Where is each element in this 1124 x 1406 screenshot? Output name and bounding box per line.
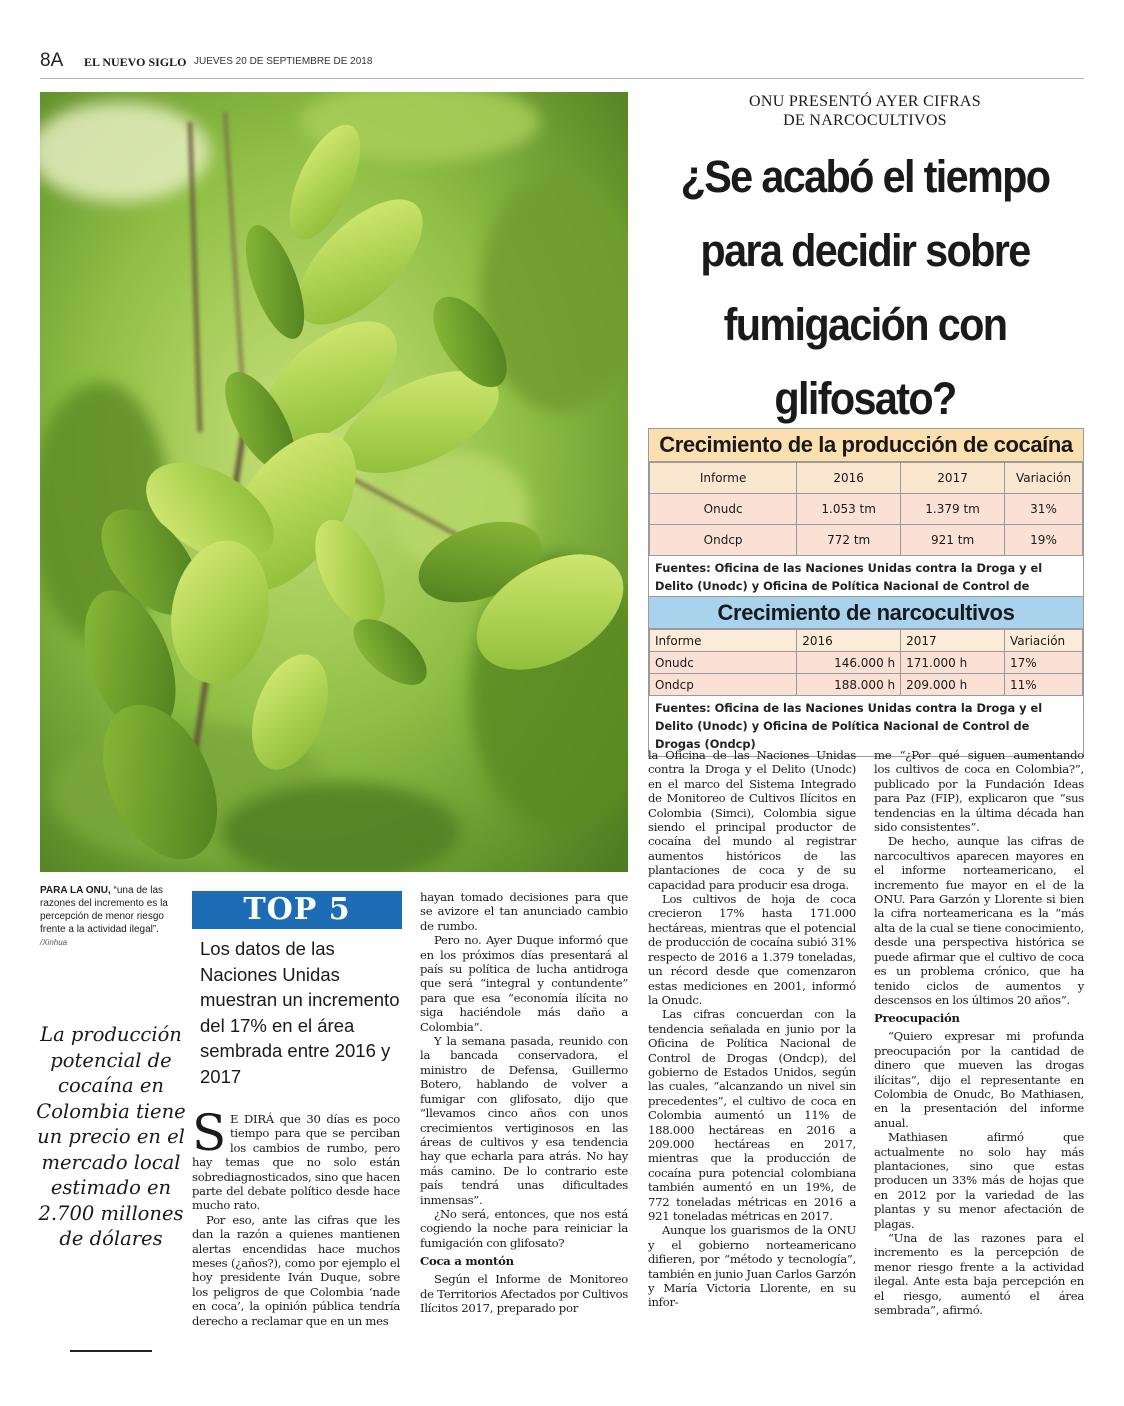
article-paragraph: “Quiero expresar mi profunda preocupación por la cantidad de dinero que mueven las drogas ilícitas”, dijo el representante en Colombia de Onudc, Bo Mathiasen, en la presentación del informe anual. <box>874 1029 1084 1130</box>
header-cell: 2017 <box>901 630 1005 652</box>
subheading: Preocupación <box>874 1011 960 1026</box>
header-cell: 2016 <box>797 463 901 494</box>
issue-date: JUEVES 20 DE SEPTIEMBRE DE 2018 <box>194 56 373 67</box>
article-paragraph: Y la semana pasada, reunido con la bancada conservadora, el ministro de Defensa, Guillermo Botero, hablando de volver a fumigar con glifosato, dijo que “llevamos cinco años con unos crecimientos vertiginosos en las áreas de cultivos y esa tendencia hay que echarla para atrás. No hay más camino. De lo contrario este país tendrá unas dificultades inmensas”. <box>420 1034 628 1207</box>
article-paragraph: Pero no. Ayer Duque informó que en los próximos días presentará al país su política de lucha antidroga que será “integral y contundente” para que esa “economía ilícita no siga haciéndole más daño a Colombia”. <box>420 933 628 1034</box>
table-cell: 209.000 h <box>901 674 1005 696</box>
drop-cap: S <box>192 1104 227 1162</box>
table-cell: Ondcp <box>650 674 797 696</box>
article-paragraph: Aunque los guarismos de la ONU y el gobierno norteamericano difieren, por “método y tecnología”, también en junio Juan Carlos Garzón y María Victoria Llorente, en su infor- <box>648 1223 856 1310</box>
table-cell: 1.053 tm <box>797 494 901 525</box>
table-source: Fuentes: Oficina de las Naciones Unidas contra la Droga y el Delito (Unodc) y Oficina de Política Nacional de Control de Drogas (Ondcp) <box>655 701 1043 751</box>
header-cell: Variación <box>1005 630 1083 652</box>
table-cell: 171.000 h <box>901 652 1005 674</box>
article-paragraph: la Oficina de las Naciones Unidas contra la Droga y el Delito (Unodc) en el marco del Sistema Integrado de Monitoreo de Cultivos Ilícitos en Colombia (Simci), Colombia sigue siendo el principal productor de cocaína del mundo al registrar aumentos históricos de las plantaciones de coca y de su capacidad para producir esa droga. <box>648 748 856 892</box>
table-row <box>650 674 1083 696</box>
table-title: Crecimiento de la producción de cocaína <box>649 429 1083 462</box>
table-cell: 1.379 tm <box>901 494 1005 525</box>
headline-line-4: glifosato? <box>774 373 956 424</box>
photo-credit: /Xinhua <box>40 938 68 947</box>
table-row <box>650 494 1083 525</box>
coca-plant-photo <box>40 92 628 872</box>
article-paragraph: me “¿Por qué siguen aumentando los cultivos de coca en Colombia?”, publicado por la Fundación Ideas para Paz (FIP), explicaron que “sus tendencias en la última década han sido consistentes”. <box>874 748 1084 835</box>
page-number: 8A <box>40 50 64 71</box>
data-table <box>649 629 1083 696</box>
table-cell: 31% <box>1005 494 1083 525</box>
article-paragraph <box>192 1104 400 1213</box>
headline <box>658 140 1072 436</box>
table-cell: 146.000 h <box>797 652 901 674</box>
headline-line-1: ¿Se acabó el tiempo <box>680 151 1050 202</box>
pull-quote-rule <box>70 1350 152 1352</box>
caption-text: “una de las razones del incremento es la percepción de menor riesgo frente a la actividad ilegal”. <box>40 885 168 935</box>
article-column-2 <box>420 890 628 1315</box>
table-cell: 772 tm <box>797 525 901 556</box>
photo-caption <box>40 884 174 949</box>
table-header-row <box>650 630 1083 652</box>
article-paragraph: De hecho, aunque las cifras de narcocultivos aparecen mayores en el informe norteamericano, el incremento fue mayor en el de la ONU. Para Garzón y Llorente si bien la cifra norteamericana es la “más alta de la cual se tiene conocimiento, desde una perspectiva histórica se puede afirmar que el cultivo de coca es un problema crónico, que ha tenido ciclos de aumentos y descensos en los últimos 20 años”. <box>874 834 1084 1007</box>
table-cell: Onudc <box>650 494 797 525</box>
newspaper-name: EL NUEVO SIGLO <box>84 55 187 69</box>
table-cell: 19% <box>1005 525 1083 556</box>
table-title: Crecimiento de narcocultivos <box>649 597 1083 629</box>
top5-text: Los datos de las Naciones Unidas muestran un incremento del 17% en el área sembrada entre 2016 y 2017 <box>200 938 400 1087</box>
kicker-line-2: DE NARCOCULTIVOS <box>783 112 947 129</box>
caption-lead: PARA LA ONU, <box>40 885 111 896</box>
table-cell: 921 tm <box>901 525 1005 556</box>
headline-line-3: fumigación con <box>723 299 1007 350</box>
article-column-3 <box>648 748 856 1310</box>
table-cell: Ondcp <box>650 525 797 556</box>
article-paragraph: Las cifras concuerdan con la tendencia señalada en junio por la Oficina de Política Nacional de Control de Drogas (Ondcp), del gobierno de Estados Unidos, según las cuales, “alcanzando un nivel sin precedentes”, el cultivo de coca en Colombia aumentó un 11% de 188.000 hectáreas en 2016 a 209.000 hectáreas en 2017, mientras que la producción de cocaína pura potencial colombiana también aumentó en un 19%, de 772 toneladas métricas en 2016 a 921 toneladas métricas en 2017. <box>648 1007 856 1223</box>
table-cell: 11% <box>1005 674 1083 696</box>
lead-caps: E DIRÁ <box>230 1112 274 1126</box>
article-paragraph: hayan tomado decisiones para que se avizore el tan anunciado cambio de rumbo. <box>420 890 628 933</box>
article-paragraph: Por eso, ante las cifras que les dan la razón a quienes mantienen alertas encendidas hace muchos meses (¿años?), como por ejemplo el hoy presidente Iván Duque, sobre los peligros de que Colombia ‘nade en coca’, la opinión pública tendría derecho a reclamar que en un mes <box>192 1212 400 1328</box>
data-table <box>649 462 1083 556</box>
article-paragraph: “Una de las razones para el incremento es la percepción de menor riesgo frente a la actividad ilegal. Ante esta baja percepción en el riesgo, aumentó el área sembrada”, afirmó. <box>874 1231 1084 1318</box>
header-cell: 2016 <box>797 630 901 652</box>
article-paragraph: Según el Informe de Monitoreo de Territorios Afectados por Cultivos Ilícitos 2017, preparado por <box>420 1272 628 1315</box>
lead-text: que 30 días es poco tiempo para que se perciban los cambios de rumbo, pero hay temas que no solo están sobrediagnosticados, sino que hacen parte del debate político desde hace mucho rato. <box>192 1112 400 1213</box>
headline-line-2: para decidir sobre <box>700 225 1030 276</box>
kicker <box>650 92 1080 130</box>
table-source: Fuentes: Oficina de las Naciones Unidas contra la Droga y el Delito (Unodc) y Oficina de Política Nacional de Control de <box>655 561 1043 593</box>
subheading: Coca a montón <box>420 1254 514 1269</box>
article-paragraph: Mathiasen afirmó que actualmente no solo hay más plantaciones, sino que estas producen un 33% más de hojas que en 2012 por la variedad de las plantas y su menor afectación de plagas. <box>874 1130 1084 1231</box>
table-row <box>650 652 1083 674</box>
table-cell: Onudc <box>650 652 797 674</box>
article-paragraph: ¿No será, entonces, que nos está cogiendo la noche para reiniciar la fumigación con glifosato? <box>420 1206 628 1250</box>
header-cell: Variación <box>1005 463 1083 494</box>
kicker-line-1: ONU PRESENTÓ AYER CIFRAS <box>749 93 981 110</box>
top5-banner: TOP 5 <box>192 891 402 929</box>
narcocultivos-table <box>648 596 1084 757</box>
page-header <box>40 48 1084 79</box>
pull-quote: La producción potencial de cocaína en Colombia tiene un precio en el mercado local estimado en 2.700 millones de dólares <box>36 1023 186 1250</box>
article-paragraph: Los cultivos de hoja de coca crecieron 17% hasta 171.000 hectáreas, mientras que el potencial de producción de cocaína subió 31% respecto de 2016 a 1.379 toneladas, un récord desde que comenzaron estas mediciones en 2001, informó la Onudc. <box>648 892 856 1007</box>
table-cell: 17% <box>1005 652 1083 674</box>
header-cell: Informe <box>650 630 797 652</box>
header-cell: 2017 <box>901 463 1005 494</box>
article-column-1 <box>192 1104 400 1328</box>
table-header-row <box>650 463 1083 494</box>
table-row <box>650 525 1083 556</box>
header-cell: Informe <box>650 463 797 494</box>
table-cell: 188.000 h <box>797 674 901 696</box>
article-column-4 <box>874 748 1084 1317</box>
cocaine-production-table <box>648 428 1084 617</box>
